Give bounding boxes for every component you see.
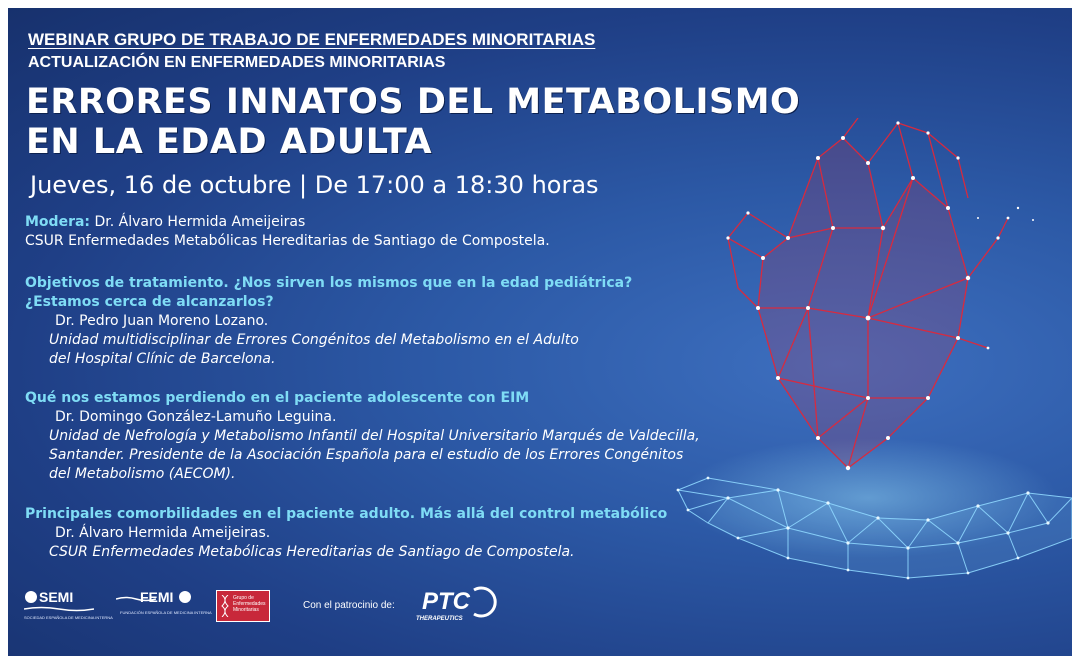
session-2 (25, 389, 700, 484)
heart-in-hand-illustration (668, 118, 1072, 588)
femi-circle-icon (178, 590, 192, 604)
main-title-line-2: EN LA EDAD ADULTA (26, 122, 433, 162)
moderator-name: Dr. Álvaro Hermida Ameijeiras (94, 214, 306, 230)
dna-icon (221, 595, 229, 617)
session-affiliation: del Hospital Clínic de Barcelona. (49, 351, 276, 367)
webinar-banner: WEBINAR GRUPO DE TRABAJO DE ENFERMEDADES MINORITARIAS ACTUALIZACIÓN EN ENFERMEDADES MINORITARIAS ERRORES INNATOS DEL METABOLISMO EN LA EDAD ADULTA Jueves, 16 de octubre | De 17:00 a 18:30 horas Modera: Dr. Álvaro Hermida Ameijeiras CSUR Enfermedades Metabólicas Hereditarias de Santiago de Compostela. Objetivos de tratamiento. ¿Nos sirven los mismos que en la edad pediátrica? ¿Estamos cerca de alcanzarlos? Dr. Pedro Juan Moreno Lozano. Unidad multidisciplinar de Errores Congénitos del Metabolismo en el Adulto del Hospital Clínic de Barcelona. Qué nos estamos perdiendo en el paciente adolescente con EIM Dr. Domingo González-Lamuño Leguina. Unidad de Nefrología y Metabolismo Infantil del Hospital Universitario Marqués de Valdecilla, Santander. Presidente de la Asociación Española para el estudio de los Errores Congénitos del Metabolismo (AECOM). Principales comorbilidades en el paciente adulto. Más allá del control metabólico Dr. Álvaro Hermida Ameijeiras. CSUR Enfermedades Metabólicas Hereditarias de Santiago de Compostela. SEMI SOCIEDAD ESPAÑOLA DE MEDICINA INTERNA FEMI FUNDACIÓN ESPAÑOLA DE MEDICINA INTERNA Grupo de Enfermedades Minoritarias Con el patrocinio de: PTC THERAPEUTICS (8, 8, 1072, 656)
semi-circle-icon (24, 590, 38, 604)
session-affiliation: CSUR Enfermedades Metabólicas Hereditarias de Santiago de Compostela. (49, 544, 575, 560)
session-title: Principales comorbilidades en el paciente adulto. Más allá del control metabólico (25, 506, 668, 522)
ptc-arc-icon (468, 586, 498, 618)
session-title: Qué nos estamos perdiendo en el paciente adolescente con EIM (25, 390, 530, 406)
gem-logo: Grupo de Enfermedades Minoritarias (216, 590, 270, 622)
webinar-subheader: ACTUALIZACIÓN EN ENFERMEDADES MINORITARIAS (28, 54, 446, 71)
event-datetime: Jueves, 16 de octubre | De 17:00 a 18:30 horas (30, 171, 599, 199)
moderator-label: Modera: (25, 214, 91, 230)
session-title: ¿Estamos cerca de alcanzarlos? (25, 294, 274, 310)
webinar-header: WEBINAR GRUPO DE TRABAJO DE ENFERMEDADES MINORITARIAS (28, 30, 596, 49)
session-speaker: Dr. Álvaro Hermida Ameijeiras. (55, 525, 271, 541)
session-affiliation: del Metabolismo (AECOM). (49, 466, 236, 482)
sponsor-label: Con el patrocinio de: (303, 600, 395, 611)
heart-mesh-icon (728, 118, 1008, 468)
session-title: Objetivos de tratamiento. ¿Nos sirven los mismos que en la edad pediátrica? (25, 275, 633, 291)
session-affiliation: Santander. Presidente de la Asociación Española para el estudio de los Errores Congénitos (49, 447, 684, 463)
moderator-block (25, 213, 550, 251)
session-3 (25, 505, 667, 562)
semi-wave-icon (24, 606, 94, 612)
session-affiliation: Unidad multidisciplinar de Errores Congénitos del Metabolismo en el Adulto (49, 332, 579, 348)
moderator-affiliation: CSUR Enfermedades Metabólicas Hereditarias de Santiago de Compostela. (25, 233, 550, 249)
session-affiliation: Unidad de Nefrología y Metabolismo Infantil del Hospital Universitario Marqués de Valdecilla, (49, 428, 700, 444)
session-speaker: Dr. Domingo González-Lamuño Leguina. (55, 409, 337, 425)
main-title-line-1: ERRORES INNATOS DEL METABOLISMO (26, 82, 801, 122)
session-speaker: Dr. Pedro Juan Moreno Lozano. (55, 313, 269, 329)
session-1 (25, 274, 632, 369)
